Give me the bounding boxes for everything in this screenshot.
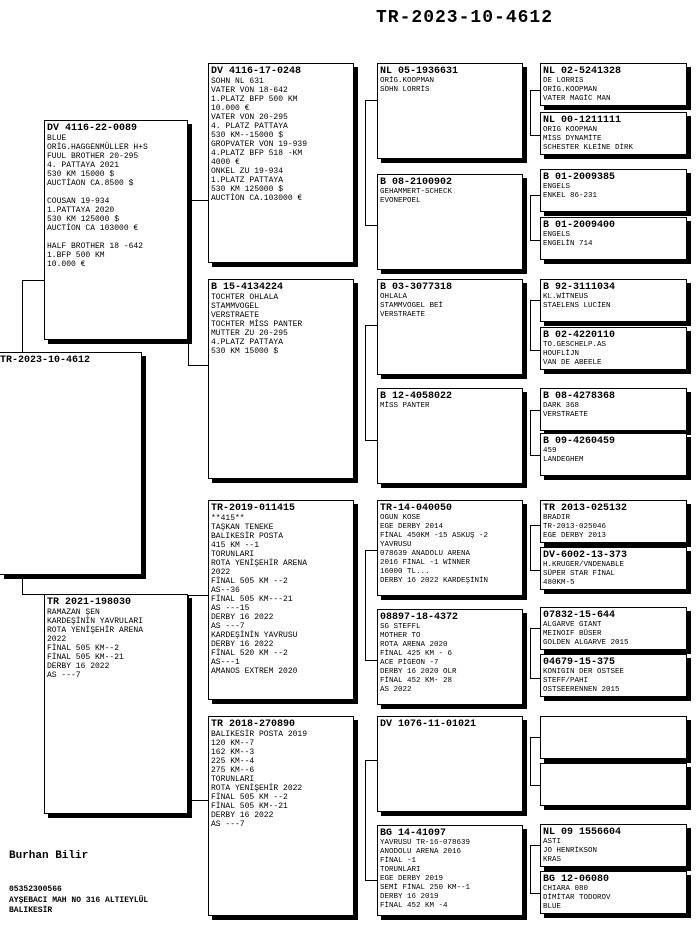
- detail-line: ROTA YENİŞEHİR ARENA: [47, 626, 144, 635]
- detail-line: KONIGIN DER OSTSEE: [543, 668, 625, 676]
- card-details: [378, 514, 522, 586]
- detail-line: JO HENRİKSON: [543, 847, 598, 855]
- detail-line: ORİG.HAGGENMÜLLER H+S: [47, 143, 148, 152]
- connector: [530, 195, 531, 240]
- detail-line: ORIG KOOPMAN: [543, 126, 598, 134]
- card-details: [541, 293, 686, 311]
- detail-line: 4. PATTAYA 2021: [47, 161, 120, 170]
- card-details: [541, 447, 686, 465]
- ring-number: B 01-2009385: [543, 172, 616, 183]
- detail-line: FİNAL 425 KM - 6: [380, 650, 453, 658]
- connector: [188, 595, 208, 596]
- ring-number: B 15-4134224: [211, 282, 284, 293]
- pedigree-card-gen4[interactable]: [540, 388, 687, 431]
- connector: [530, 845, 531, 893]
- detail-line: AS---1: [211, 658, 240, 667]
- detail-line: OSTSEERENNEN 2015: [543, 686, 620, 694]
- detail-line: 10.000 €: [211, 104, 250, 113]
- detail-line: ROTA YENİŞEHİR ARENA: [211, 559, 308, 568]
- ring-number: B 03-3077318: [380, 282, 453, 293]
- connector: [365, 225, 377, 226]
- detail-line: BRADIR: [543, 514, 571, 522]
- breeder-phone: 05352300566: [9, 885, 62, 894]
- detail-line: ORİG.KOOPMAN: [543, 86, 598, 94]
- pedigree-title: TR-2023-10-4612: [376, 8, 554, 28]
- pedigree-card-gen4[interactable]: [540, 607, 687, 650]
- detail-line: YAVRUSU: [380, 541, 412, 549]
- detail-line: TORUNLARI: [211, 775, 255, 784]
- detail-line: AUCTİON CA.103000 €: [211, 194, 303, 203]
- connector: [530, 90, 531, 135]
- card-details: [209, 77, 353, 203]
- connector: [22, 280, 44, 281]
- connector: [530, 628, 531, 678]
- detail-line: SCHESTER KLEİNE DİRK: [543, 144, 634, 152]
- detail-line: ANODOLU ARENA 2016: [380, 848, 462, 856]
- detail-line: SOHN NL 631: [211, 77, 264, 86]
- detail-line: 2022: [211, 568, 231, 577]
- connector: [188, 200, 189, 365]
- detail-line: 10.000 €: [47, 260, 86, 269]
- detail-line: VERSTRAETE: [380, 311, 426, 319]
- detail-line: KL.WİTNEUS: [543, 293, 589, 301]
- ring-number: DV 4116-17-0248: [211, 66, 302, 77]
- connector: [530, 845, 540, 846]
- connector: [365, 325, 366, 440]
- detail-line: BALIKESİR POSTA: [211, 532, 284, 541]
- card-details: [541, 77, 686, 104]
- detail-line: 162 KM--3: [211, 748, 255, 757]
- detail-line: COUSAN 19-934: [47, 197, 110, 206]
- detail-line: 480KM-5: [543, 579, 575, 587]
- connector: [365, 660, 377, 661]
- pedigree-card-gen4[interactable]: [540, 433, 687, 476]
- card-details: [378, 77, 522, 95]
- ring-number: NL 05-1936631: [380, 66, 459, 77]
- detail-line: FİNAL 505 KM--21: [211, 802, 288, 811]
- ring-number: NL 09 1556604: [543, 827, 622, 838]
- detail-line: 225 KM--4: [211, 757, 255, 766]
- connector: [530, 135, 540, 136]
- pedigree-card-gen4[interactable]: [540, 500, 687, 543]
- detail-line: 530 KM--15000 $: [211, 131, 284, 140]
- connector: [365, 880, 377, 881]
- detail-line: FİNAL 520 KM --2: [211, 649, 288, 658]
- detail-line: RAMAZAN ŞEN: [47, 608, 100, 617]
- detail-line: VERSTRAETE: [543, 411, 589, 419]
- detail-line: GEHAMMERT-SCHECK: [380, 188, 453, 196]
- pedigree-card-gen4[interactable]: [540, 63, 687, 106]
- pedigree-card-gen2[interactable]: [208, 63, 354, 263]
- ring-number: TR 2021-198030: [47, 597, 132, 608]
- ring-number: B 09-4260459: [543, 436, 616, 447]
- pedigree-card-gen4[interactable]: [540, 169, 687, 212]
- connector: [530, 525, 540, 526]
- detail-line: BALIKESİR POSTA 2019: [211, 730, 308, 739]
- detail-line: FİNAL 452 KM -4: [380, 902, 448, 910]
- pedigree-card-gen4[interactable]: [540, 327, 687, 370]
- detail-line: EGE DERBY 2019: [380, 875, 444, 883]
- detail-line: VATER VON 18-642: [211, 86, 288, 95]
- detail-line: DARK 368: [543, 402, 580, 410]
- ring-number: 04679-15-375: [543, 657, 616, 668]
- connector: [22, 594, 44, 595]
- detail-line: FİNAL -1: [380, 857, 417, 865]
- detail-line: DERBY 16 2022 KARDEŞİNİN: [380, 577, 489, 585]
- detail-line: VAN DE ABEELE: [543, 359, 602, 367]
- ring-number: B 08-4278368: [543, 391, 616, 402]
- pedigree-card-gen4[interactable]: [540, 112, 687, 155]
- detail-line: [45, 188, 187, 197]
- pedigree-card-gen4[interactable]: [540, 871, 687, 914]
- detail-line: MOTHER TO: [380, 632, 421, 640]
- connector: [530, 410, 531, 455]
- card-details: [209, 293, 353, 356]
- ring-number: DV-6002-13-373: [543, 550, 628, 561]
- ring-number: 08897-18-4372: [380, 612, 459, 623]
- detail-line: CHIARA 080: [543, 885, 589, 893]
- ring-number: 07832-15-644: [543, 610, 616, 621]
- detail-line: YAVRUSU TR-16-078639: [380, 839, 471, 847]
- pedigree-card-gen4[interactable]: [540, 824, 687, 867]
- ring-number: [541, 764, 686, 766]
- ring-number: B 01-2009400: [543, 220, 616, 231]
- connector: [365, 760, 366, 880]
- pedigree-card-root[interactable]: [0, 352, 142, 575]
- detail-line: FİNAL 505 KM--21: [47, 653, 124, 662]
- connector: [365, 760, 377, 761]
- detail-line: ENGELS: [543, 183, 571, 191]
- ring-number: B 92-3111034: [543, 282, 616, 293]
- detail-line: STEFF/PAHI: [543, 677, 589, 685]
- card-details: [45, 608, 187, 680]
- detail-line: 459: [543, 447, 557, 455]
- pedigree-card-gen4[interactable]: [540, 716, 687, 759]
- pedigree-card-gen4[interactable]: [540, 279, 687, 322]
- connector: [365, 100, 366, 225]
- detail-line: LANDEGHEM: [543, 456, 584, 464]
- detail-line: BLUE: [543, 903, 562, 911]
- detail-line: FİNAL 505 KM --2: [211, 793, 288, 802]
- detail-line: 2022: [47, 635, 67, 644]
- detail-line: 4. PLATZ PATTAYA: [211, 122, 288, 131]
- detail-line: DERBY 16 2022: [47, 662, 110, 671]
- ring-number: B 12-4058022: [380, 391, 453, 402]
- detail-line: ENGELİN 714: [543, 240, 593, 248]
- breeder-name: Burhan Bilir: [9, 850, 89, 862]
- detail-line: 1.PLATZ BFP 500 KM: [211, 95, 298, 104]
- pedigree-card-gen4[interactable]: [540, 547, 687, 590]
- ring-number: NL 00-1211111: [543, 115, 622, 126]
- detail-line: ORİG.KOOPMAN: [380, 77, 435, 85]
- detail-line: TO.GESCHELP.AS: [543, 341, 607, 349]
- detail-line: KARDEŞİNİN YAVRUSU: [211, 631, 298, 640]
- connector: [530, 525, 531, 570]
- detail-line: STAELENS LUCİEN: [543, 302, 611, 310]
- connector: [530, 893, 540, 894]
- card-details: [378, 623, 522, 695]
- detail-line: AS ---7: [47, 671, 81, 680]
- breeder-address: AYŞEBACI MAH NO 316 ALTIEYLÜL: [9, 896, 149, 905]
- detail-line: ONKEL ZU 19-934: [211, 167, 284, 176]
- detail-line: DE LORRIS: [543, 77, 584, 85]
- detail-line: 530 KM 15000 $: [47, 170, 115, 179]
- card-details: [541, 231, 686, 249]
- detail-line: 120 KM--7: [211, 739, 255, 748]
- pedigree-card-gen4[interactable]: [540, 217, 687, 260]
- detail-line: ASTI: [543, 838, 562, 846]
- pedigree-card-sire[interactable]: [44, 120, 188, 340]
- detail-line: AS--36: [211, 586, 240, 595]
- connector: [188, 800, 208, 801]
- detail-line: GOLDEN ALGARVE 2015: [543, 639, 629, 647]
- pedigree-card-gen3[interactable]: [377, 825, 523, 916]
- detail-line: 16000 TL...: [380, 568, 430, 576]
- detail-line: **415**: [211, 514, 245, 523]
- ring-number: B 02-4220110: [543, 330, 616, 341]
- ring-number: TR-14-040050: [380, 503, 453, 514]
- detail-line: TR-2013-025046: [543, 523, 607, 531]
- connector: [530, 678, 540, 679]
- detail-line: VERSTRAETE: [211, 311, 260, 320]
- pedigree-card-gen2[interactable]: [208, 279, 354, 479]
- detail-line: H.KRUGER/VNDENABLE: [543, 561, 625, 569]
- detail-line: ENGELS: [543, 231, 571, 239]
- connector: [530, 350, 540, 351]
- detail-line: EGE DERBY 2013: [543, 532, 607, 540]
- card-details: [541, 885, 686, 912]
- pedigree-card-gen3[interactable]: [377, 63, 523, 159]
- ring-number: NL 02-5241328: [543, 66, 622, 77]
- connector: [530, 455, 540, 456]
- connector: [365, 100, 377, 101]
- connector: [188, 365, 208, 366]
- detail-line: FİNAL 505 KM---21: [211, 595, 293, 604]
- connector: [365, 325, 377, 326]
- detail-line: DERBY 16 2022: [211, 640, 274, 649]
- detail-line: 4.PLATZ BFP 518 -KM: [211, 149, 303, 158]
- card-details: [378, 839, 522, 911]
- connector: [530, 570, 540, 571]
- detail-line: 078639 ANADOLU ARENA: [380, 550, 471, 558]
- connector: [188, 200, 208, 201]
- ring-number: DV 4116-22-0089: [47, 123, 138, 134]
- connector: [365, 440, 377, 441]
- ring-number: DV 1076-11-01021: [380, 719, 477, 730]
- detail-line: OGUN KOSE: [380, 514, 421, 522]
- connector: [365, 550, 366, 660]
- ring-number: TR 2018-270890: [211, 719, 296, 730]
- detail-line: AS ---15: [211, 604, 250, 613]
- detail-line: MEINOIF BÜSER: [543, 630, 602, 638]
- ring-number: TR-2019-011415: [211, 503, 296, 514]
- connector: [530, 410, 540, 411]
- detail-line: AS ---7: [211, 622, 245, 631]
- card-details: [45, 134, 187, 269]
- ring-number: BG 12-06080: [543, 874, 610, 885]
- detail-line: ENKEL 86-231: [543, 192, 598, 200]
- detail-line: STAMMVOGEL BEİ: [380, 302, 444, 310]
- detail-line: ACE PİGEON -7: [380, 659, 439, 667]
- card-details: [541, 621, 686, 648]
- connector: [188, 595, 189, 800]
- detail-line: AS 2022: [380, 686, 412, 694]
- detail-line: FİNAL 505 KM--2: [47, 644, 120, 653]
- detail-line: STAMMVOGEL: [211, 302, 260, 311]
- detail-line: TAŞKAN TENEKE: [211, 523, 274, 532]
- detail-line: MİSS PANTER: [380, 402, 430, 410]
- ring-number: [541, 717, 686, 719]
- pedigree-card-gen4[interactable]: [540, 763, 687, 806]
- detail-line: GROPVATER VON 19-939: [211, 140, 308, 149]
- detail-line: SÜPER STAR FİNAL: [543, 570, 616, 578]
- pedigree-card-gen3[interactable]: [377, 609, 523, 705]
- card-details: [541, 838, 686, 865]
- detail-line: 530 KM 125000 $: [211, 185, 284, 194]
- detail-line: AS ---7: [211, 820, 245, 829]
- card-details: [378, 293, 522, 320]
- detail-line: FİNAL 450KM -15 ASKUŞ -2: [380, 532, 489, 540]
- detail-line: DERBY 16 2020 OLR: [380, 668, 457, 676]
- connector: [530, 785, 540, 786]
- card-details: [541, 514, 686, 541]
- detail-line: HOUFLİJN: [543, 350, 580, 358]
- pedigree-card-gen3[interactable]: [377, 500, 523, 596]
- detail-line: [45, 233, 187, 242]
- detail-line: DİMİTAR TODOROV: [543, 894, 611, 902]
- detail-line: ROTA YENİŞEHİR 2022: [211, 784, 303, 793]
- connector: [530, 737, 540, 738]
- detail-line: 415 KM --1: [211, 541, 260, 550]
- connector: [530, 90, 540, 91]
- detail-line: SG STEFFL: [380, 623, 421, 631]
- detail-line: DERBY 16 2022: [211, 613, 274, 622]
- detail-line: AMANOS EXTREM 2020: [211, 667, 298, 676]
- detail-line: FİNAL 505 KM --2: [211, 577, 288, 586]
- detail-line: 4.PLATZ PATTAYA: [211, 338, 284, 347]
- ring-number: BG 14-41097: [380, 828, 447, 839]
- detail-line: MİSS DYNAMİTE: [543, 135, 602, 143]
- card-details: [541, 561, 686, 588]
- detail-line: SOHN LORRİS: [380, 86, 430, 94]
- detail-line: VATER MAGİC MAN: [543, 95, 611, 103]
- detail-line: VATER VON 20-295: [211, 113, 288, 122]
- card-details: [541, 341, 686, 368]
- connector: [530, 300, 540, 301]
- connector: [530, 195, 540, 196]
- detail-line: KRAS: [543, 856, 562, 864]
- pedigree-card-gen2[interactable]: [208, 500, 354, 700]
- card-details: [541, 126, 686, 153]
- pedigree-card-gen2[interactable]: [208, 716, 354, 916]
- detail-line: 1.PLATZ PATTAYA: [211, 176, 284, 185]
- detail-line: EVONEPOEL: [380, 197, 421, 205]
- pedigree-card-gen3[interactable]: [377, 174, 523, 270]
- card-details: [541, 402, 686, 420]
- detail-line: TOCHTER OHLALA: [211, 293, 279, 302]
- pedigree-card-dam[interactable]: [44, 594, 188, 814]
- pedigree-card-gen3[interactable]: [377, 716, 523, 812]
- detail-line: SEMİ FİNAL 250 KM--1: [380, 884, 471, 892]
- detail-line: EGE DERBY 2014: [380, 523, 444, 531]
- detail-line: MUTTER ZU 20-295: [211, 329, 288, 338]
- detail-line: AUCTİAON CA.8500 $: [47, 179, 134, 188]
- pedigree-card-gen3[interactable]: [377, 279, 523, 375]
- detail-line: 1.PATTAYA 2020: [47, 206, 115, 215]
- detail-line: FİNAL 452 KM- 28: [380, 677, 453, 685]
- detail-line: 1.BFP 500 KM: [47, 251, 105, 260]
- detail-line: OHLALA: [380, 293, 408, 301]
- detail-line: ROTA ARENA 2020: [380, 641, 448, 649]
- card-details: [378, 188, 522, 206]
- card-details: [541, 183, 686, 201]
- detail-line: BLUE: [47, 134, 67, 143]
- detail-line: 275 KM--6: [211, 766, 255, 775]
- detail-line: 2016 FİNAL -1 WİNNER: [380, 559, 471, 567]
- card-details: [209, 730, 353, 829]
- connector: [530, 737, 531, 785]
- detail-line: AUCTİON CA 103000 €: [47, 224, 139, 233]
- detail-line: 530 KM 125000 $: [47, 215, 120, 224]
- connector: [530, 240, 540, 241]
- detail-line: 4000 €: [211, 158, 240, 167]
- ring-number: B 08-2100902: [380, 177, 453, 188]
- pedigree-card-gen3[interactable]: [377, 388, 523, 484]
- ring-number: TR 2013-025132: [543, 503, 628, 514]
- card-details: [378, 402, 522, 411]
- connector: [530, 628, 540, 629]
- detail-line: TOCHTER MİSS PANTER: [211, 320, 303, 329]
- card-details: [541, 668, 686, 695]
- detail-line: HALF BROTHER 18 -642: [47, 242, 144, 251]
- ring-number: TR-2023-10-4612: [0, 355, 91, 366]
- connector: [530, 300, 531, 350]
- detail-line: ALGARVE GIANT: [543, 621, 602, 629]
- detail-line: KARDEŞİNİN YAVRULARI: [47, 617, 144, 626]
- detail-line: TORUNLARI: [380, 866, 421, 874]
- detail-line: FUUL BROTHER 20-295: [47, 152, 139, 161]
- connector: [365, 550, 377, 551]
- detail-line: TORUNLARI: [211, 550, 255, 559]
- detail-line: DERBY 16 2019: [380, 893, 439, 901]
- pedigree-card-gen4[interactable]: [540, 654, 687, 697]
- breeder-city: BALIKESİR: [9, 906, 53, 915]
- card-details: [209, 514, 353, 676]
- detail-line: DERBY 16 2022: [211, 811, 274, 820]
- detail-line: 530 KM 15000 $: [211, 347, 279, 356]
